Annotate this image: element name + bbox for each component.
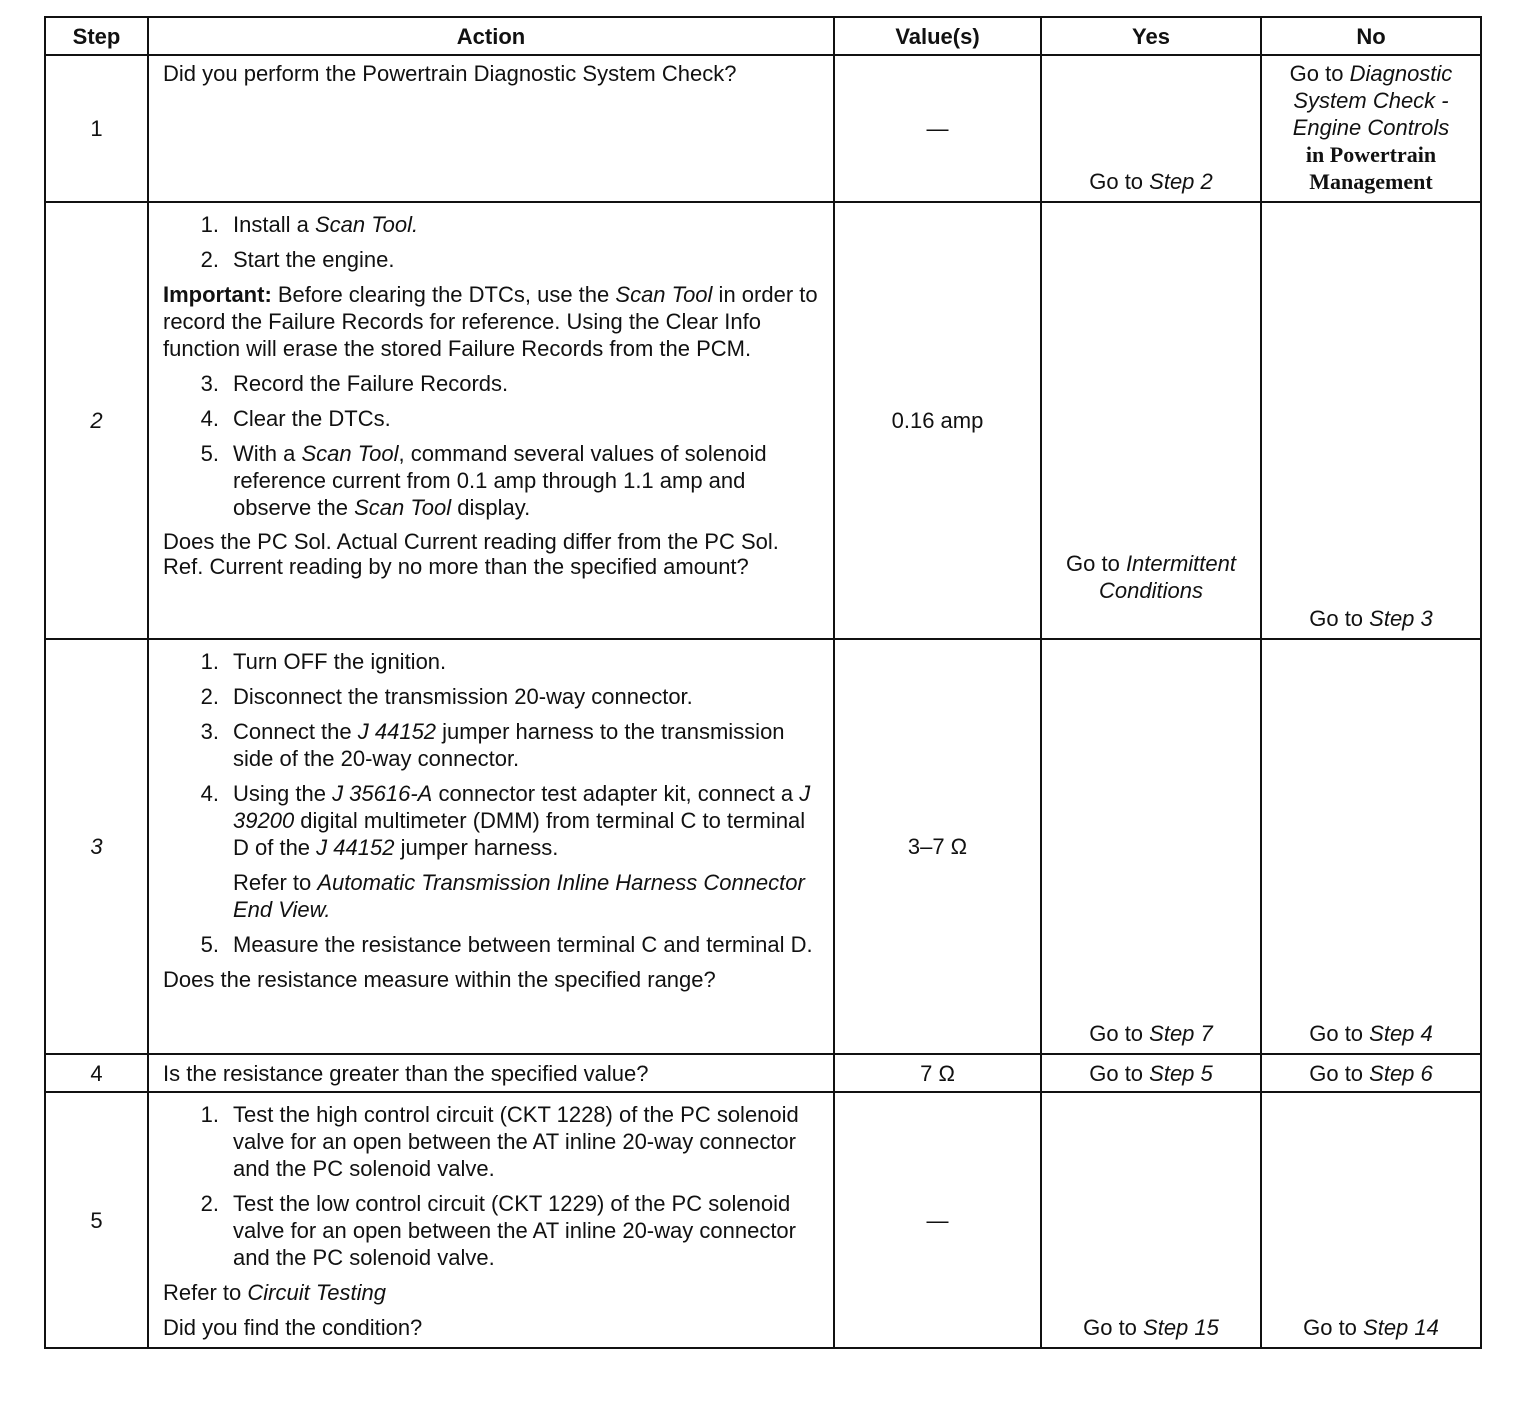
- yes-cell: [1041, 639, 1261, 1054]
- value-cell: 7 Ω: [834, 1054, 1041, 1092]
- question-text: Did you perform the Powertrain Diagnostic System Check?: [163, 61, 737, 86]
- table-row: [45, 202, 1481, 639]
- yes-prefix: Go to: [1083, 1315, 1144, 1340]
- no-cell: [1261, 202, 1481, 639]
- no-link[interactable]: Step 4: [1369, 1021, 1433, 1046]
- important-note: Important: Before clearing the DTCs, use the Scan Tool in order to record the Failure Records for reference. Using the Clear Info function will erase the stored Failure Records from the PCM.: [163, 282, 818, 361]
- refer-note: Refer to Automatic Transmission Inline Harness Connector End View.: [233, 870, 805, 922]
- scan-tool-link[interactable]: Scan Tool.: [314, 212, 419, 237]
- yes-link[interactable]: Step 2: [1149, 169, 1213, 194]
- no-link[interactable]: Step 3: [1369, 606, 1433, 631]
- no-suffix: in Powertrain Management: [1305, 142, 1437, 194]
- no-prefix: Go to: [1309, 1060, 1370, 1086]
- list-item: 2. Test the low control circuit (CKT 1229) of the PC solenoid valve for an open between the AT inline 20-way connector and the PC solenoid valve.: [200, 1191, 796, 1270]
- list-item: 1. Install a Scan Tool.: [200, 212, 419, 237]
- action-steps: [163, 211, 823, 273]
- list-item: 5. With a Scan Tool, command several values of solenoid reference current from 0.1 amp through 1.1 amp and observe the Scan Tool display.: [200, 441, 767, 520]
- no-cell: [1261, 639, 1481, 1054]
- no-prefix: Go to: [1309, 606, 1370, 631]
- no-cell: [1261, 1054, 1481, 1092]
- table-row: [45, 1054, 1481, 1092]
- list-item: 3. Record the Failure Records.: [200, 371, 509, 396]
- no-cell: [1261, 1092, 1481, 1348]
- list-item: 5. Measure the resistance between terminal C and terminal D.: [200, 932, 813, 957]
- list-item: 1. Turn OFF the ignition.: [200, 649, 447, 674]
- step-number: 3: [45, 639, 148, 1054]
- list-item: 4. Using the J 35616-A connector test adapter kit, connect a J 39200 digital multimeter (DMM) from terminal C to terminal D of the J 44152 jumper harness.: [200, 781, 811, 860]
- action-cell: [148, 639, 834, 1054]
- table-row: [45, 55, 1481, 202]
- yes-cell: [1041, 202, 1261, 639]
- no-link[interactable]: Step 6: [1369, 1060, 1433, 1086]
- tool-link[interactable]: J 44152: [316, 835, 395, 860]
- value-cell: 3–7 Ω: [834, 639, 1041, 1054]
- action-cell: [148, 202, 834, 639]
- question-text: Does the PC Sol. Actual Current reading differ from the PC Sol. Ref. Current reading by no more than the specified amount?: [163, 529, 779, 579]
- scan-tool-link[interactable]: Scan Tool: [354, 495, 452, 520]
- no-prefix: Go to: [1289, 61, 1350, 86]
- header-action: Action: [148, 17, 834, 55]
- table-row: [45, 639, 1481, 1054]
- yes-cell: [1041, 1054, 1261, 1092]
- action-steps: [163, 370, 823, 521]
- list-item: 1. Test the high control circuit (CKT 1228) of the PC solenoid valve for an open between the AT inline 20-way connector and the PC solenoid valve.: [200, 1102, 799, 1181]
- list-item: 2. Disconnect the transmission 20-way connector.: [200, 684, 693, 709]
- list-item: 2. Start the engine.: [200, 247, 395, 272]
- tool-link[interactable]: J 39200: [233, 781, 811, 833]
- header-row: [45, 17, 1481, 55]
- question-text: Is the resistance greater than the specified value?: [163, 1060, 649, 1086]
- no-cell: [1261, 55, 1481, 202]
- question-text: Does the resistance measure within the specified range?: [163, 967, 716, 992]
- scan-tool-link[interactable]: Scan Tool: [615, 282, 713, 307]
- tool-link[interactable]: J 44152: [357, 719, 437, 744]
- yes-link[interactable]: Intermittent Conditions: [1099, 551, 1236, 603]
- yes-prefix: Go to: [1066, 551, 1126, 576]
- list-item: 4. Clear the DTCs.: [200, 406, 391, 431]
- step-number: 5: [45, 1092, 148, 1348]
- no-prefix: Go to: [1309, 1021, 1370, 1046]
- table-row: [45, 1092, 1481, 1348]
- yes-prefix: Go to: [1089, 1021, 1150, 1046]
- header-values: Value(s): [834, 17, 1041, 55]
- action-steps: [163, 1101, 823, 1271]
- yes-link[interactable]: Step 15: [1143, 1315, 1219, 1340]
- diagnostic-table: [44, 16, 1482, 1349]
- question-text: Did you find the condition?: [163, 1315, 423, 1340]
- yes-link[interactable]: Step 7: [1149, 1021, 1213, 1046]
- action-cell: [148, 55, 834, 202]
- refer-link[interactable]: Circuit Testing: [247, 1280, 386, 1305]
- no-link[interactable]: Step 14: [1363, 1315, 1439, 1340]
- action-steps: [163, 648, 823, 861]
- no-link[interactable]: Diagnostic System Check - Engine Controls: [1292, 61, 1453, 140]
- yes-cell: [1041, 1092, 1261, 1348]
- step-number: 4: [45, 1054, 148, 1092]
- yes-link[interactable]: Step 5: [1149, 1060, 1213, 1086]
- header-yes: Yes: [1041, 17, 1261, 55]
- scan-tool-link[interactable]: Scan Tool: [301, 441, 399, 466]
- refer-note: Refer to Circuit Testing: [163, 1280, 386, 1305]
- list-item: 3. Connect the J 44152 jumper harness to the transmission side of the 20-way connector.: [200, 719, 785, 771]
- diagnostic-table-page: [44, 16, 1480, 1349]
- value-cell: —: [834, 55, 1041, 202]
- action-cell: [148, 1054, 834, 1092]
- action-cell: [148, 1092, 834, 1348]
- header-no: No: [1261, 17, 1481, 55]
- refer-link[interactable]: Automatic Transmission Inline Harness Connector End View.: [233, 870, 805, 922]
- value-cell: 0.16 amp: [834, 202, 1041, 639]
- yes-cell: [1041, 55, 1261, 202]
- no-prefix: Go to: [1303, 1315, 1364, 1340]
- header-step: Step: [45, 17, 148, 55]
- step-number: 1: [45, 55, 148, 202]
- yes-prefix: Go to: [1089, 1060, 1150, 1086]
- tool-link[interactable]: J 35616-A: [332, 781, 433, 806]
- value-cell: —: [834, 1092, 1041, 1348]
- step-number: 2: [45, 202, 148, 639]
- yes-prefix: Go to: [1089, 169, 1150, 194]
- action-steps: [163, 931, 823, 958]
